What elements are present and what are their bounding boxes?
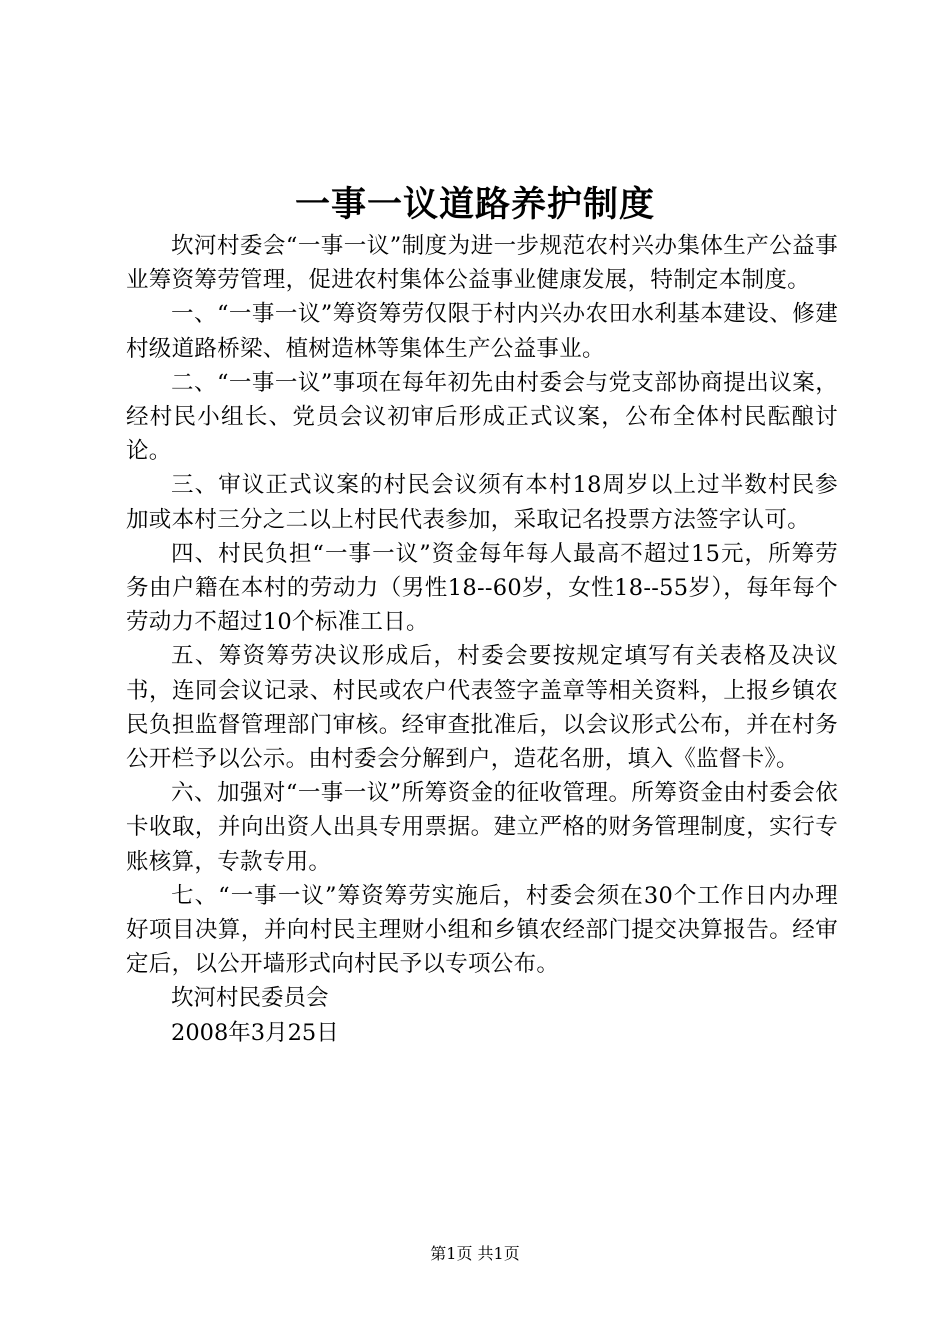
paragraph-article-5: 五、筹资筹劳决议形成后，村委会要按规定填写有关表格及决议书，连同会议记录、村民或农户代表签字盖章等相关资料，上报乡镇农民负担监督管理部门审核。经审查批准后，以会议形式公布，并在村务公开栏予以公示。由村委会分解到户，造花名册，填入《监督卡》。 bbox=[126, 643, 838, 773]
document-body bbox=[126, 229, 838, 1050]
document-title: 一事一议道路养护制度 bbox=[294, 184, 655, 225]
page-footer: 第1页 共1页 bbox=[430, 1244, 520, 1263]
paragraph-article-4: 四、村民负担“一事一议”资金每年每人最高不超过15元，所筹劳务由户籍在本村的劳动力（男性18--60岁，女性18--55岁），每年每个劳动力不超过10个标准工日。 bbox=[126, 540, 838, 636]
paragraph-article-2: 二、“一事一议”事项在每年初先由村委会与党支部协商提出议案，经村民小组长、党员会议初审后形成正式议案，公布全体村民酝酿讨论。 bbox=[126, 369, 838, 465]
date-line: 2008年3月25日 bbox=[171, 1019, 339, 1046]
signature-line: 坎河村民委员会 bbox=[171, 985, 329, 1012]
paragraph-article-6: 六、加强对“一事一议”所筹资金的征收管理。所筹资金由村委会依卡收取，并向出资人出具专用票据。建立严格的财务管理制度，实行专账核算，专款专用。 bbox=[126, 780, 838, 875]
paragraph-intro: 坎河村委会“一事一议”制度为进一步规范农村兴办集体生产公益事业筹资筹劳管理，促进农村集体公益事业健康发展，特制定本制度。 bbox=[126, 233, 838, 294]
paragraph-article-7: 七、“一事一议”筹资筹劳实施后，村委会须在30个工作日内办理好项目决算，并向村民主理财小组和乡镇农经部门提交决算报告。经审定后，以公开墙形式向村民予以专项公布。 bbox=[126, 882, 838, 978]
paragraph-article-1: 一、“一事一议”筹资筹劳仅限于村内兴办农田水利基本建设、修建村级道路桥梁、植树造林等集体生产公益事业。 bbox=[126, 301, 838, 362]
paragraph-article-3: 三、审议正式议案的村民会议须有本村18周岁以上过半数村民参加或本村三分之二以上村民代表参加，采取记名投票方法签字认可。 bbox=[126, 472, 838, 533]
